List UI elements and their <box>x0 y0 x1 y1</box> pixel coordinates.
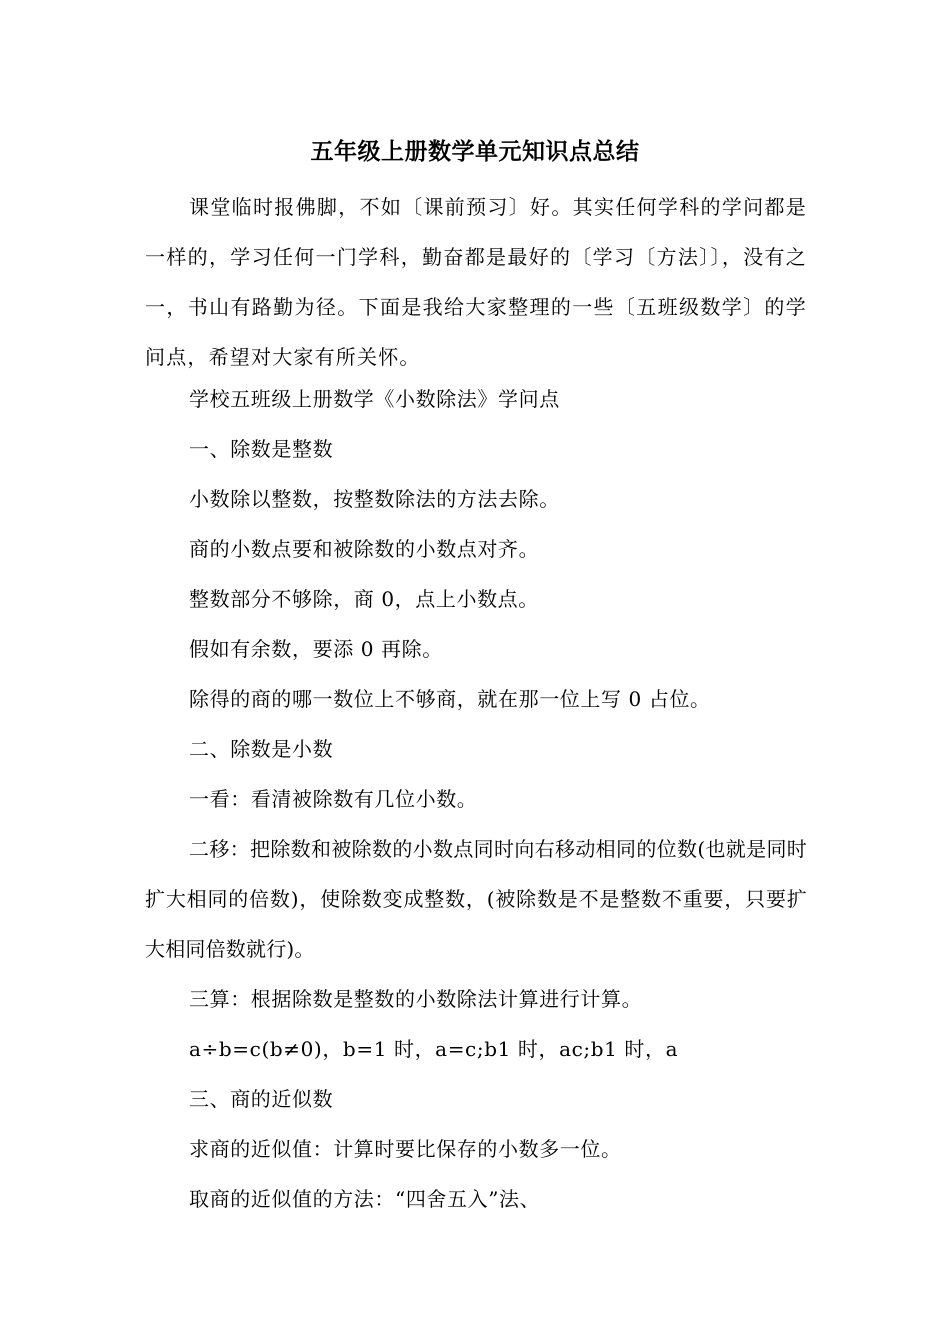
section-heading-lesson: 学校五班级上册数学《小数除法》学问点 <box>189 387 560 411</box>
intro-paragraph: 课堂临时报佛脚，不如〔课前预习〕好。其实任何学科的学问都是一样的，学习任何一门学科，勤奋都是最好的〔学习〔方法〕〕，没有之一，书山有路勤为径。下面是我给大家整理的一些〔五班级数学〕的学问点，希望对大家有所关怀。 <box>145 195 807 369</box>
paragraph: 小数除以整数，按整数除法的方法去除。 <box>189 487 560 511</box>
section-heading-2: 二、除数是小数 <box>189 737 334 761</box>
paragraph: 求商的近似值：计算时要比保存的小数多一位。 <box>189 1137 622 1161</box>
paragraph: 二移：把除数和被除数的小数点同时向右移动相同的位数(也就是同时扩大相同的倍数)，使除数变成整数，(被除数是不是整数不重要，只要扩大相同倍数就行)。 <box>145 837 807 961</box>
paragraph: 假如有余数，要添 0 再除。 <box>189 637 443 661</box>
section-heading-1: 一、除数是整数 <box>189 437 334 461</box>
paragraph: 商的小数点要和被除数的小数点对齐。 <box>189 537 540 561</box>
paragraph: 取商的近似值的方法：“四舍五入”法、 <box>189 1187 541 1211</box>
section-heading-3: 三、商的近似数 <box>189 1087 334 1111</box>
formula-paragraph: a÷b=c(b≠0)，b=1 时，a=c;b1 时，ac;b1 时，a <box>189 1037 679 1061</box>
document-title: 五年级上册数学单元知识点总结 <box>310 138 640 165</box>
paragraph: 三算：根据除数是整数的小数除法计算进行计算。 <box>189 987 643 1011</box>
paragraph: 一看：看清被除数有几位小数。 <box>189 787 478 811</box>
paragraph: 除得的商的哪一数位上不够商，就在那一位上写 0 占位。 <box>189 687 711 711</box>
paragraph: 整数部分不够除，商 0，点上小数点。 <box>189 587 539 611</box>
